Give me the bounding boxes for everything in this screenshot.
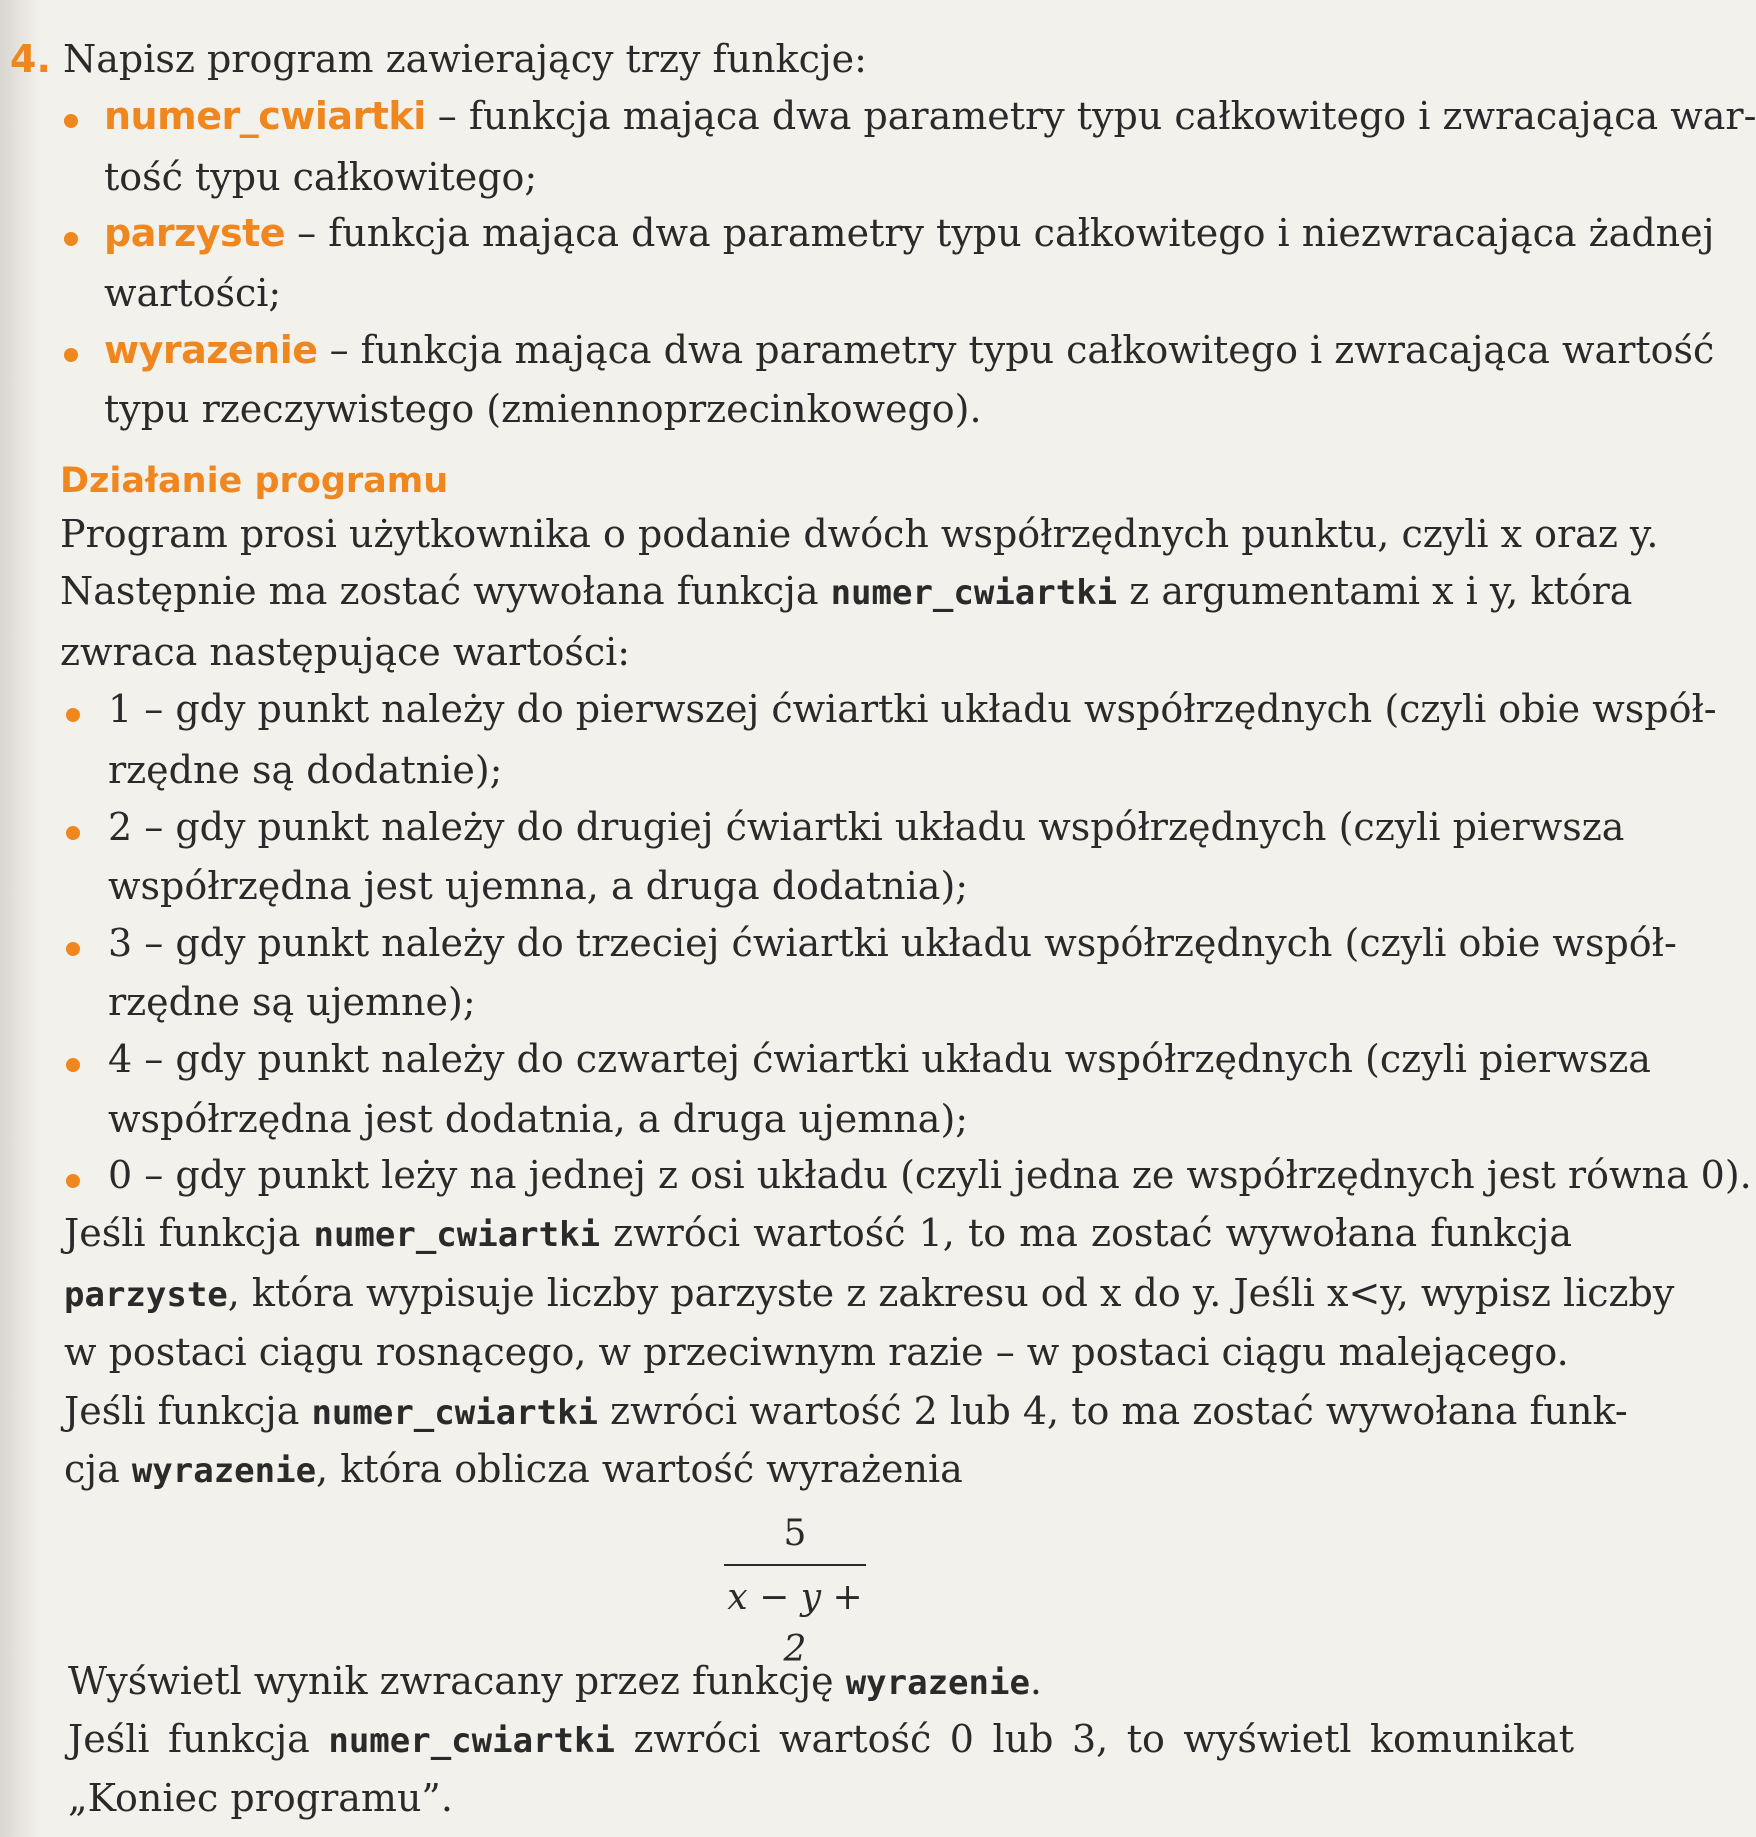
paragraph-line bbox=[68, 1710, 1574, 1770]
text: Jeśli funkcja bbox=[64, 1211, 314, 1255]
case-item-cont: współrzędna jest dodatnia, a druga ujemna); bbox=[108, 1097, 969, 1141]
code-term: numer_cwiartki bbox=[311, 1393, 599, 1433]
function-desc-cont: wartości; bbox=[104, 271, 282, 315]
section-heading: Działanie programu bbox=[60, 461, 449, 501]
text: , która oblicza wartość wyrażenia bbox=[316, 1447, 963, 1491]
function-desc: – funkcja mająca dwa parametry typu całkowitego i zwracająca wartość bbox=[317, 328, 1715, 372]
paragraph-line bbox=[64, 1382, 1628, 1442]
text: Jeśli funkcja bbox=[68, 1717, 329, 1761]
case-item: 1 – gdy punkt należy do pierwszej ćwiartki układu współrzędnych (czyli obie współ- bbox=[108, 687, 1717, 731]
paragraph-line bbox=[64, 1440, 963, 1500]
task-intro: Napisz program zawierający trzy funkcje: bbox=[62, 37, 867, 81]
bullet-icon bbox=[66, 1174, 80, 1188]
case-item-cont: rzędne są dodatnie); bbox=[108, 748, 503, 792]
bullet-icon bbox=[66, 708, 80, 722]
code-term: wyrazenie bbox=[845, 1663, 1030, 1703]
function-name: numer_cwiartki bbox=[104, 94, 426, 138]
formula-denominator: x − y + 2 bbox=[727, 1577, 863, 1670]
formula-numerator: 5 bbox=[783, 1513, 807, 1554]
task-intro-line bbox=[10, 30, 867, 88]
bullet-icon bbox=[66, 942, 80, 956]
formula-fraction bbox=[720, 1508, 870, 1670]
paragraph-line: w postaci ciągu rosnącego, w przeciwnym razie – w postaci ciągu malejącego. bbox=[64, 1330, 1569, 1374]
text: zwróci wartość 1, to ma zostać wywołana funkcja bbox=[600, 1211, 1572, 1255]
code-term: wyrazenie bbox=[131, 1451, 317, 1491]
function-desc: – funkcja mająca dwa parametry typu całkowitego i zwracająca war- bbox=[425, 94, 1756, 138]
case-item: 2 – gdy punkt należy do drugiej ćwiartki układu współrzędnych (czyli pierwsza bbox=[108, 805, 1625, 849]
bullet-icon bbox=[64, 114, 78, 128]
function-desc: – funkcja mająca dwa parametry typu całkowitego i niezwracająca żadnej bbox=[285, 211, 1715, 255]
case-item-cont: rzędne są ujemne); bbox=[108, 980, 476, 1024]
function-desc-cont: typu rzeczywistego (zmiennoprzecinkowego). bbox=[104, 387, 982, 431]
function-name: parzyste bbox=[104, 211, 286, 255]
text: zwróci wartość 0 lub 3, to wyświetl komunikat bbox=[614, 1717, 1575, 1761]
text: Wyświetl wynik zwracany przez funkcję bbox=[68, 1659, 846, 1703]
text: zwróci wartość 2 lub 4, to ma zostać wywołana funk- bbox=[598, 1389, 1628, 1433]
text: , która wypisuje liczby parzyste z zakresu od x do y. Jeśli x<y, wypisz liczby bbox=[227, 1271, 1675, 1315]
text: . bbox=[1029, 1659, 1043, 1703]
task-number: 4. bbox=[10, 37, 51, 81]
paragraph-line: „Koniec programu”. bbox=[68, 1776, 453, 1820]
code-term: numer_cwiartki bbox=[830, 573, 1118, 613]
text: Następnie ma zostać wywołana funkcja bbox=[60, 569, 831, 613]
paragraph-line bbox=[60, 562, 1633, 622]
case-item-cont: współrzędna jest ujemna, a druga dodatnia); bbox=[108, 864, 969, 908]
text: cja bbox=[64, 1447, 132, 1491]
case-item: 3 – gdy punkt należy do trzeciej ćwiartki układu współrzędnych (czyli obie współ- bbox=[108, 921, 1677, 965]
page-edge-shadow bbox=[0, 0, 40, 1837]
code-term: numer_cwiartki bbox=[313, 1215, 601, 1255]
fraction-bar bbox=[724, 1564, 866, 1566]
bullet-icon bbox=[66, 1058, 80, 1072]
code-term: numer_cwiartki bbox=[328, 1721, 615, 1761]
code-term: parzyste bbox=[64, 1275, 228, 1315]
case-item: 4 – gdy punkt należy do czwartej ćwiartki układu współrzędnych (czyli pierwsza bbox=[108, 1037, 1651, 1081]
function-item-parzyste bbox=[104, 204, 1715, 262]
bullet-icon bbox=[64, 232, 78, 246]
paragraph-line: Program prosi użytkownika o podanie dwóch współrzędnych punktu, czyli x oraz y. bbox=[60, 512, 1659, 556]
paragraph-line bbox=[64, 1204, 1572, 1264]
paragraph-line: zwraca następujące wartości: bbox=[60, 630, 631, 674]
bullet-icon bbox=[66, 826, 80, 840]
case-item: 0 – gdy punkt leży na jednej z osi układu (czyli jedna ze współrzędnych jest równa 0). bbox=[108, 1153, 1752, 1197]
function-name: wyrazenie bbox=[104, 328, 318, 372]
paragraph-line bbox=[68, 1652, 1042, 1712]
function-item-numer-cwiartki bbox=[104, 87, 1756, 145]
text: z argumentami x i y, która bbox=[1117, 569, 1633, 613]
function-item-wyrazenie bbox=[104, 321, 1715, 379]
paragraph-line bbox=[64, 1264, 1675, 1324]
bullet-icon bbox=[64, 348, 78, 362]
function-desc-cont: tość typu całkowitego; bbox=[104, 155, 538, 199]
text: Jeśli funkcja bbox=[64, 1389, 312, 1433]
